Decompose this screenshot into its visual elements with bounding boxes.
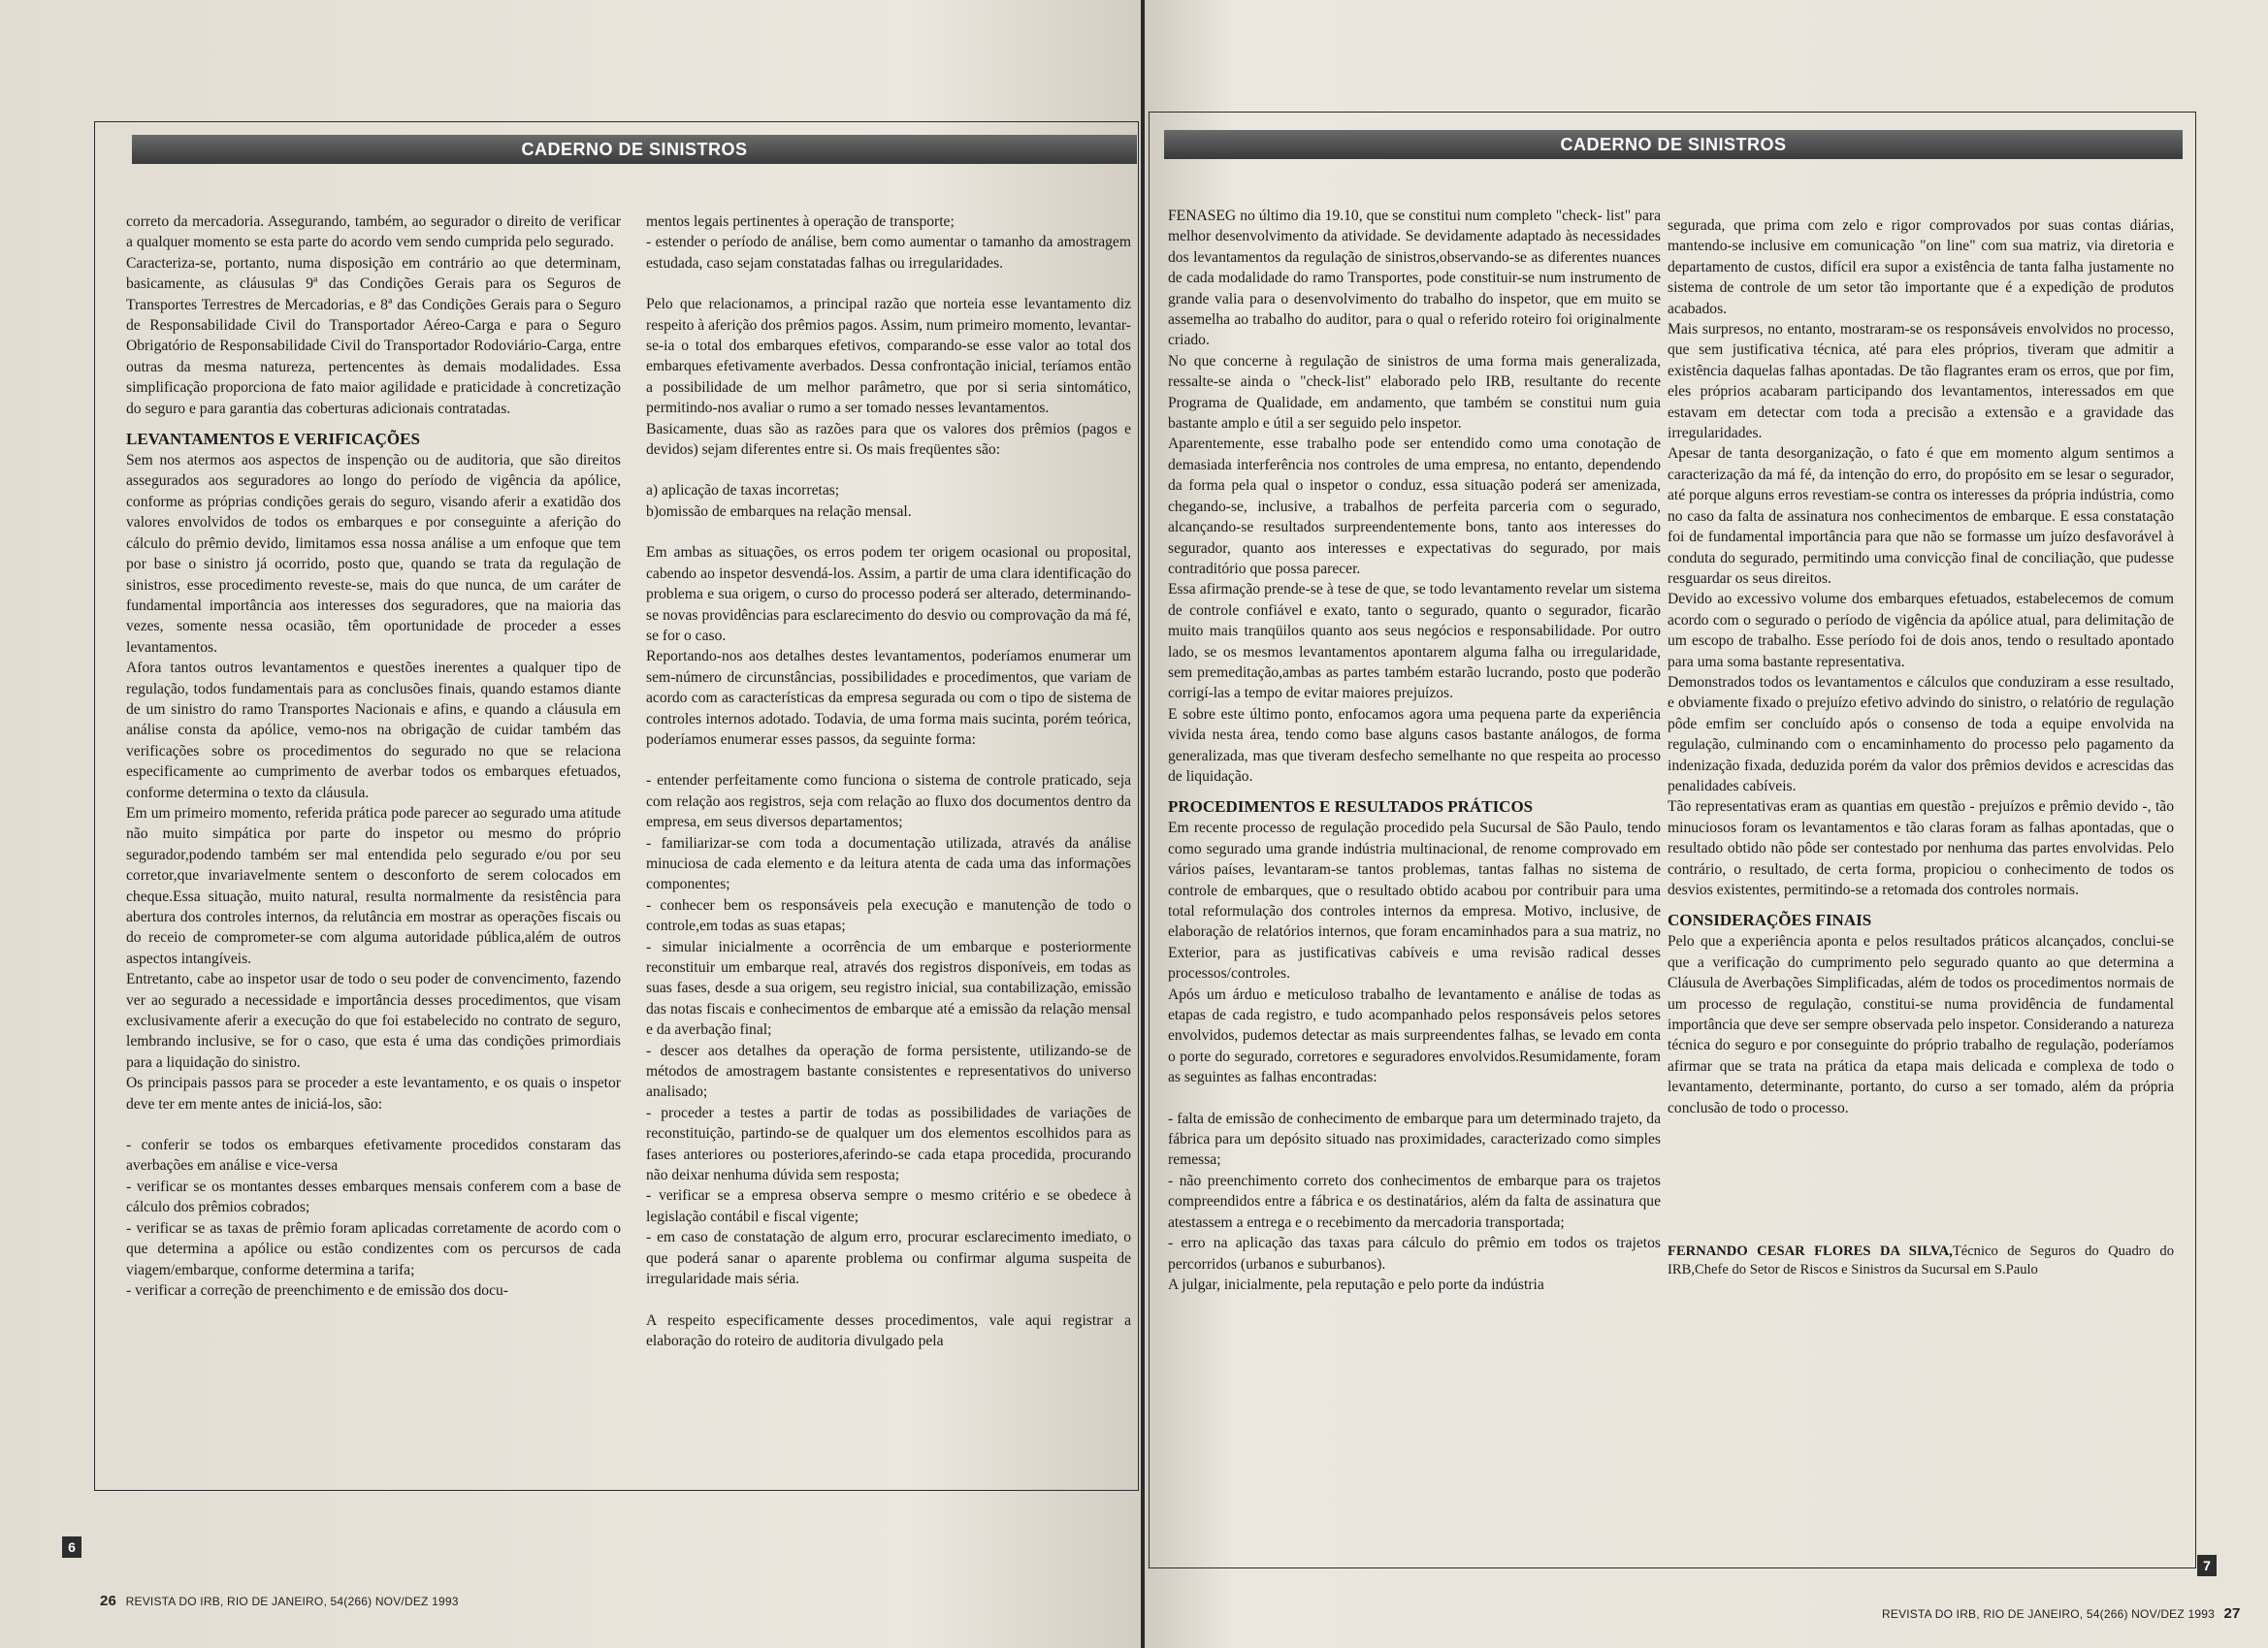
left-column-1 [126, 211, 621, 1301]
paragraph-gap [646, 274, 1131, 294]
footer-citation-right: REVISTA DO IRB, RIO DE JANEIRO, 54(266) NOV/DEZ 1993 [1882, 1607, 2215, 1621]
paragraph: - não preenchimento correto dos conhecimentos de embarque para os trajetos compreendidos entre a fábrica e os destinatários, além da falta de assinatura que atestassem a entrega e o recebimento da mercadoria transportada; [1168, 1172, 1661, 1231]
section-header-title: CADERNO DE SINISTROS [1560, 134, 1787, 154]
paragraph: Os principais passos para se proceder a este levantamento, e os quais o inspetor deve ter em mente antes de iniciá-los, são: [126, 1075, 621, 1113]
paragraph: segurada, que prima com zelo e rigor comprovados por suas contas diárias, mantendo-se inclusive em comunicação "on line" com sua matriz, via diretoria e departamento de custos, difícil era supor a existência de tanta falha justamente no sistema de controle de um setor tão importante que é a expedição de produtos acabados. [1668, 217, 2174, 317]
section-heading: PROCEDIMENTOS E RESULTADOS PRÁTICOS [1168, 797, 1534, 817]
section-header-title: CADERNO DE SINISTROS [521, 139, 748, 159]
paragraph: Sem nos atermos aos aspectos de inspenção ou de auditoria, que são direitos assegurados aos seguradores ao longo do período de vigência da apólice, conforme as próprias condições gerais do seguro, visando aferir a exatidão dos valores envolvidos de todos os embarques e por conseguinte a aferição do cálculo do prêmio devido, limitamos essa nossa análise a um enfoque que tem por base o sinistro já ocorrido, posto que, quando se trata da regulação de sinistros, esse procedimento reveste-se, mais do que nunca, de um caráter de fundamental importância aos interesses dos seguradores, que na maioria das vezes, somente nessa ocasião, têm oportunidade de proceder a esses levantamentos. [126, 452, 621, 656]
section-header-left [132, 135, 1137, 164]
paragraph: Aparentemente, esse trabalho pode ser entendido como uma conotação de demasiada interferência nos controles de uma empresa, no entanto, dependendo da forma pela qual o inspetor o conduz, essa situação poderá ser amenizada, chegando-se, inclusive, a trabalhos de perfeita parceria com o segurado, alcançando-se resultados surpreendentemente bons, tanto aos interesses do segurador, quanto aos interesses e expectativas do segurado, por mais contraditório que possa parecer. [1168, 436, 1661, 577]
paragraph: Tão representativas eram as quantias em questão - prejuízos e prêmio devido -, tão minuciosos foram os levantamentos e tão claras foram as falhas apontadas, que o resultado obtido não pôde ser contestado por nenhuma das partes envolvidas. Pelo contrário, o resultado, de certa forma, propiciou o conhecimento de todos os desvios existentes, permitindo-se a retomada dos controles normais. [1668, 798, 2174, 898]
paragraph: a) aplicação de taxas incorretas; [646, 482, 840, 500]
paragraph: Em ambas as situações, os erros podem ter origem ocasional ou proposital, cabendo ao inspetor desvendá-los. Assim, a partir de uma clara identificação do problema e sua origem, o curso do processo poderá ser alterado, determinando-se novas providências para esclarecimento do desvio ou comprovação da má fé, se for o caso. [646, 544, 1131, 644]
paragraph-gap [646, 460, 1131, 480]
paragraph: Apesar de tanta desorganização, o fato é que em momento algum sentimos a caracterização da má fé, da intenção do erro, do propósito em se lesar o segurador, até porque alguns erros revestiam-se contra os interesses da própria indústria, como no caso da falta de assinatura nos conhecimentos de embarque. E essa constatação foi de fundamental importância para que não se formasse um juízo desfavorável à conduta do segurado, permitindo uma convicção final de conciliação, que pudesse resguardar os seus direitos. [1668, 445, 2174, 587]
paragraph: - conhecer bem os responsáveis pela execução e manutenção de todo o controle,em todas as suas etapas; [646, 896, 1131, 935]
paragraph: A respeito especificamente desses procedimentos, vale aqui registrar a elaboração do roteiro de auditoria divulgado pela [646, 1311, 1131, 1349]
paragraph: E sobre este último ponto, enfocamos agora uma pequena parte da experiência vivida nesta área, tendo como base alguns casos bastante análogos, de forma generalizada, mas que tiveram desfecho semelhante no que respeita ao processo de liquidação. [1168, 705, 1661, 785]
paragraph: No que concerne à regulação de sinistros de uma forma mais generalizada, ressalte-se ainda o "check-list" elaborado pelo IRB, resultante do recente Programa de Qualidade, em andamento, que também se constitui num guia bastante amplo e útil a ser seguido pelo inspetor. [1168, 352, 1661, 433]
paragraph: Essa afirmação prende-se à tese de que, se todo levantamento revelar um sistema de controle confiável e exato, tanto o segurado, quanto o segurador, ficarão muito mais tranqüilos quanto aos seus negócios e responsabilidade. Por outro lado, se os mesmos levantamentos apontarem alguma falha ou irregularidade, sem premeditação,ambas as partes também estarão lucrando, posto que poderão corrigí-las a tempo de evitar maiores prejuízos. [1168, 581, 1661, 702]
paragraph: - verificar se os montantes desses embarques mensais conferem com a base de cálculo dos prêmios cobrados; [126, 1178, 621, 1216]
paragraph: - verificar se as taxas de prêmio foram aplicadas corretamente de acordo com o que determina a apólice ou estão condizentes com os percursos de cada viagem/embarque, conforme determina a tarifa; [126, 1219, 621, 1278]
paragraph: Pelo que relacionamos, a principal razão que norteia esse levantamento diz respeito à aferição dos prêmios pagos. Assim, num primeiro momento, levantar-se-ia o total dos embarques efetivos, comparando-se esse valor ao total dos embarques efetivamente averbados. Dessa confrontação inicial, teríamos então a possibilidade de um melhor parâmetro, que por si seria sintomático, permitindo-nos avaliar o rumo a ser tomado nesses levantamentos. [646, 296, 1131, 417]
author-bio: Técnico de Seguros do Quadro do IRB,Chefe do Setor de Riscos e Sinistros da Sucursal em S.Paulo [1668, 1244, 2174, 1278]
paragraph: - estender o período de análise, bem como aumentar o tamanho da amostragem estudada, caso sejam constatadas falhas ou irregularidades. [646, 234, 1131, 272]
right-page [1145, 0, 2268, 1648]
footer-right [1882, 1605, 2247, 1622]
paragraph-gap [646, 750, 1131, 770]
section-header-right [1164, 130, 2183, 159]
paragraph: - em caso de constatação de algum erro, procurar esclarecimento imediato, o que poderá sanar o aparente problema ou confirmar alguma suspeita de irregularidade mais séria. [646, 1229, 1131, 1288]
paragraph: FENASEG no último dia 19.10, que se constitui num completo "check- list" para melhor desenvolvimento da atividade. Se devidamente adaptado às necessidades dos levantamentos da regulação de sinistros,observando-se as diferentes nuances de cada modalidade do ramo Transportes, pode constituir-se num instrumento de grande valia para o desenvolvimento do trabalho do inspetor, que em muito se assemelha ao trabalho do auditor, para o qual o referido roteiro foi originalmente criado. [1168, 208, 1661, 349]
paragraph: Pelo que a experiência aponta e pelos resultados práticos alcançados, conclui-se que a verificação do cumprimento pelo segurado quanto ao que determina a Cláusula de Averbações Simplificadas, além de todos os procedimentos normais de um processo de regulação, constitui-se numa providência de fundamental importância que deve ser sempre observada pelo inspetor. Considerando a natureza técnica do seguro e por conseguinte do próprio trabalho de regulação, poderíamos afirmar que se trata na prática da etapa mais delicada e complexa de todo o levantamento, determinante, portanto, do curso a ser tomado, além da própria conclusão de todo o processo. [1668, 933, 2174, 1116]
paragraph-gap [646, 522, 1131, 542]
paragraph: b)omissão de embarques na relação mensal. [646, 502, 912, 520]
footer-citation-left: REVISTA DO IRB, RIO DE JANEIRO, 54(266) NOV/DEZ 1993 [125, 1595, 459, 1608]
author-name: FERNANDO CESAR FLORES DA SILVA, [1668, 1244, 1953, 1260]
paragraph: - erro na aplicação das taxas para cálculo do prêmio em todos os trajetos percorridos (urbanos e suburbanos). [1168, 1235, 1661, 1273]
page-number-left: 26 [100, 1593, 117, 1609]
paragraph: - entender perfeitamente como funciona o sistema de controle praticado, seja com relação aos registros, seja com relação ao fluxo dos documentos dentro da empresa, em seus diversos departamentos; [646, 772, 1131, 831]
paragraph: Após um árduo e meticuloso trabalho de levantamento e análise de todas as etapas de cada registro, e tudo acompanhado pelos responsáveis pelos setores envolvidos, pudemos detectar as mais surpreendentes falhas, se levado em conta o porte do segurado, corretores e seguradores envolvidos.Resumidamente, foram as seguintes as falhas encontradas: [1168, 986, 1661, 1086]
left-column-2 [646, 211, 1131, 1351]
page-badge-left: 6 [62, 1536, 81, 1558]
right-column-2 [1668, 215, 2174, 1279]
paragraph: Afora tantos outros levantamentos e questões inerentes a qualquer tipo de regulação, todos fundamentais para as conclusões finais, quando estamos diante de um sinistro do ramo Transportes Nacionais e afins, e quando a cláusula em análise consta da apólice, vemo-nos na obrigação de cuidar também das verificações sobre os procedimentos do segurado no que se relaciona especificamente ao cumprimento de averbar todos os embarques efetuados, conforme determina o texto da cláusula. [126, 660, 621, 801]
author-credit [1668, 1243, 2174, 1279]
paragraph: - simular inicialmente a ocorrência de um embarque e posteriormente reconstituir um embarque real, através dos registros disponíveis, em todas as suas fases, desde a sua origem, seu registro inicial, sua contabilização, emissão das notas fiscais e conhecimentos de embarque até a emissão da relação mensal e da averbação final; [646, 938, 1131, 1039]
paragraph: mentos legais pertinentes à operação de transporte; [646, 213, 955, 230]
paragraph: Em um primeiro momento, referida prática pode parecer ao segurado uma atitude não muito simpática por parte do inspetor ou mesmo do próprio segurador,podendo também ser mal entendida pelo segurado e/ou por seu corretor,que invariavelmente sentem o desconforto de serem colocados em cheque.Essa situação, muito natural, resulta normalmente da resistência para abertura dos controles internos, da relutância em mostrar as operações fiscais ou do receio de comprometer-se com alguma autoridade pública,além de outros aspectos intangíveis. [126, 804, 621, 967]
section-heading: LEVANTAMENTOS E VERIFICAÇÕES [126, 430, 420, 449]
paragraph: A julgar, inicialmente, pela reputação e pelo porte da indústria [1168, 1276, 1544, 1293]
paragraph: - verificar se a empresa observa sempre o mesmo critério e se obedece à legislação contábil e fiscal vigente; [646, 1187, 1131, 1225]
section-heading: CONSIDERAÇÕES FINAIS [1668, 911, 1872, 930]
paragraph: correto da mercadoria. Assegurando, também, ao segurador o direito de verificar a qualquer momento se esta parte do acordo vem sendo cumprida pelo segurado. [126, 213, 621, 251]
right-column-1 [1168, 206, 1661, 1295]
paragraph-gap [126, 1115, 621, 1135]
paragraph: Mais surpresos, no entanto, mostraram-se os responsáveis envolvidos no processo, que sem justificativa técnica, até para eles próprios, tiveram que admitir a existência daquelas falhas apontadas. De tão flagrantes eram os erros, que por fim, eles próprios acabaram participando dos levantamentos, interessados em que estavam em detectar com toda a precisão a extensão e a gravidade das irregularidades. [1668, 321, 2174, 442]
paragraph: - verificar a correção de preenchimento e de emissão dos docu- [126, 1281, 508, 1299]
paragraph: Caracteriza-se, portanto, numa disposição em contrário ao que determinam, basicamente, as cláusulas 9ª das Condições Gerais para os Seguros de Transportes Terrestres de Mercadorias, e 8ª das Condições Gerais para o Seguro de Responsabilidade Civil do Transportador Aéreo-Carga e para o Seguro Obrigatório de Responsabilidade Civil do Transportador Rodoviário-Carga, entre outras da mesma natureza, pertencentes às demais modalidades. Essa simplificação proporciona de fato maior agilidade e praticidade à concretização do seguro e para garantia das coberturas adicionais contratadas. [126, 254, 621, 417]
page-number-right: 27 [2223, 1605, 2241, 1622]
paragraph: Em recente processo de regulação procedido pela Sucursal de São Paulo, tendo como segurado uma grande indústria multinacional, de renome comprovado em vários países, levantaram-se tantos problemas, tantas falhas no sistema de controle de embarques, que o resultado obtido acabou por contribuir para uma total reformulação dos controles internos da empresa. Motivo, inclusive, de elaboração de relatórios internos, que foram encaminhados para a sua matriz, no Exterior, para as justificativas cabíveis e uma revisão radical desses processos/controles. [1168, 820, 1661, 983]
paragraph-gap [1168, 1088, 1661, 1109]
footer-left [94, 1593, 459, 1609]
paragraph: - conferir se todos os embarques efetivamente procedidos constaram das averbações em análise e vice-versa [126, 1137, 621, 1175]
paragraph: Entretanto, cabe ao inspetor usar de todo o seu poder de convencimento, fazendo ver ao segurado a necessidade e importância desses procedimentos, que visam exclusivamente aferir a execução do que foi estabelecido no contrato de seguro, lembrando inclusive, se for o caso, que esta é uma das condições primordiais para a liquidação do sinistro. [126, 971, 621, 1071]
paragraph: Devido ao excessivo volume dos embarques efetuados, estabelecemos de comum acordo com o segurado o período de vigência da apólice atual, para delimitação de um escopo de trabalho. Esse período foi de dois anos, tendo o resultado apontado para uma soma bastante representativa. [1668, 591, 2174, 670]
paragraph: - descer aos detalhes da operação de forma persistente, utilizando-se de métodos de amostragem bastante consistentes e representativos do universo analisado; [646, 1042, 1131, 1101]
paragraph: - proceder a testes a partir de todas as possibilidades de variações de reconstituição, partindo-se de qualquer um dos elementos escolhidos para as fases anteriores ou posteriores,aferindo-se cada etapa procedida, procurando não deixar nenhuma dúvida sem resposta; [646, 1104, 1131, 1184]
paragraph: - familiarizar-se com toda a documentação utilizada, através da análise minuciosa de cada elemento e da leitura atenta de cada uma das informações componentes; [646, 834, 1131, 893]
paragraph: Basicamente, duas são as razões para que os valores dos prêmios (pagos e devidos) sejam diferentes entre si. Os mais freqüentes são: [646, 420, 1131, 459]
paragraph: Demonstrados todos os levantamentos e cálculos que conduziram a esse resultado, e obviamente fixado o prejuízo efetivo advindo do sinistro, o relatório de regulação pôde emfim ser concluído após o consenso de toda a equipe envolvida na regulação, culminando com o encaminhamento do processo pelo pagamento da indenização fixada, deduzida porém da valor dos prêmios devidos e acrescidas das penalidades cabíveis. [1668, 673, 2174, 794]
paragraph: - falta de emissão de conhecimento de embarque para um determinado trajeto, da fábrica para um depósito situado nas proximidades, caracterizado como simples remessa; [1168, 1110, 1661, 1169]
paragraph-gap [646, 1290, 1131, 1310]
page-badge-right: 7 [2197, 1555, 2217, 1576]
paragraph: Reportando-nos aos detalhes destes levantamentos, poderíamos enumerar um sem-número de circunstâncias, possibilidades e procedimentos, que variam de acordo com as características da empresa segurada ou com o tipo de sistema de controles internos adotado. Todavia, de uma forma mais sucinta, porém teórica, poderíamos enumerar esses passos, da seguinte forma: [646, 648, 1131, 748]
